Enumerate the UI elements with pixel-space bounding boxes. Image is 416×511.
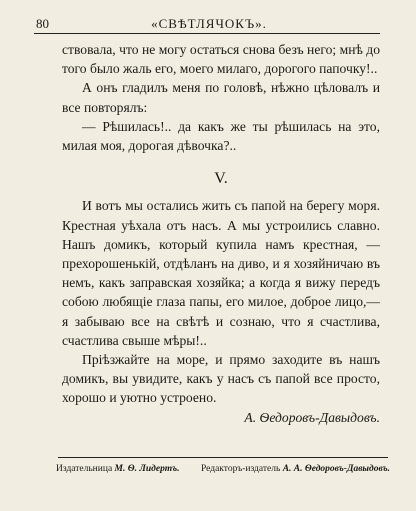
publisher-name: М. Ѳ. Лидертъ. bbox=[114, 464, 180, 474]
editor-name: А. А. Ѳедоровъ-Давыдовъ. bbox=[282, 464, 390, 474]
publisher-label: Издательница bbox=[56, 464, 113, 474]
paragraph-4: И вотъ мы остались жить съ папой на берегу моря. Крестная уѣхала отъ насъ. А мы устроились славно. Нашъ домикъ, который купила намъ крестная, — прехорошенькій, отдѣланъ на диво, и я хозяйничаю въ немъ, какъ заправская хозяйка; а когда я вижу передъ собою любящіе глаза папы, его милое, доброе лицо,—я забываю все на свѣтѣ и сознаю, что я счастлива, счастлива свыше мѣры!.. bbox=[62, 198, 380, 348]
author-signature: А. Ѳедоровъ-Давыдовъ. bbox=[244, 409, 380, 425]
paragraph-2: А онъ гладилъ меня по головѣ, нѣжно цѣловалъ и все повторялъ: bbox=[62, 80, 380, 115]
story-text bbox=[62, 40, 380, 427]
chapter-heading: V. bbox=[214, 170, 228, 188]
editor-credit bbox=[201, 464, 390, 474]
page-number: 80 bbox=[36, 16, 49, 31]
page-footer bbox=[56, 464, 390, 474]
page-header bbox=[34, 14, 384, 34]
header-rule bbox=[34, 33, 380, 34]
running-title: «СВѢТЛЯЧОКЪ». bbox=[151, 16, 267, 31]
editor-label: Редакторъ-издатель bbox=[201, 464, 281, 474]
paragraph-3: — Рѣшилась!.. да какъ же ты рѣшилась на это, милая моя, дорогая дѣвочка?.. bbox=[62, 118, 380, 154]
paragraph-1: ствовала, что не могу остаться снова безъ него; мнѣ до того было жаль его, моего милаго, дорогого папочку!.. bbox=[62, 42, 380, 77]
footer-rule bbox=[58, 457, 388, 458]
paragraph-5: Пріѣзжайте на море, и прямо заходите въ нашъ домикъ, вы увидите, какъ у насъ съ папой все просто, хорошо и уютно устроено. bbox=[62, 352, 380, 406]
publisher-credit bbox=[56, 464, 179, 474]
